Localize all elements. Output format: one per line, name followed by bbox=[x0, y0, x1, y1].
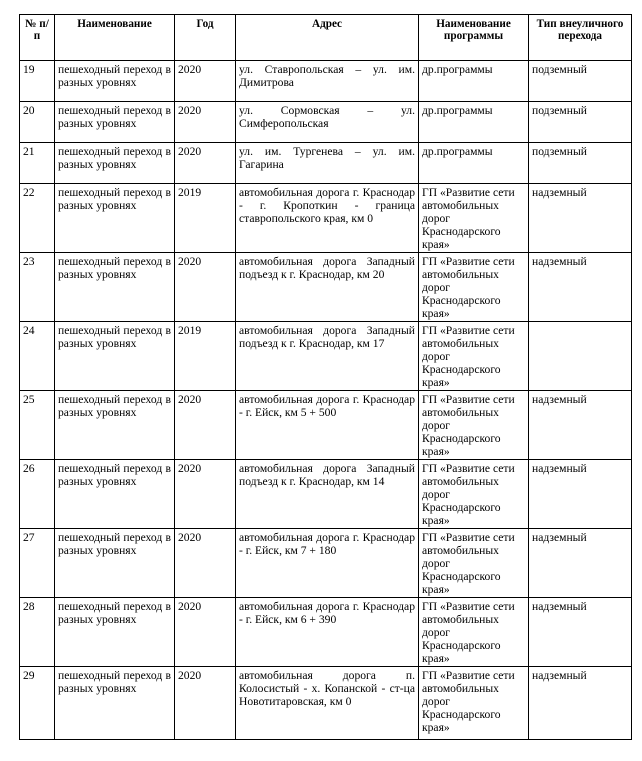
table-row bbox=[20, 184, 632, 253]
cell-name: пешеходный переход в разных уровнях bbox=[55, 322, 175, 391]
cell-address: автомобильная дорога п. Колосистый - х. Копанской - ст-ца Новотитаровская, км 0 bbox=[236, 667, 419, 740]
cell-num: 19 bbox=[20, 61, 55, 102]
cell-program: др.программы bbox=[419, 61, 529, 102]
cell-type: надземный bbox=[529, 391, 632, 460]
cell-type: надземный bbox=[529, 529, 632, 598]
cell-type: подземный bbox=[529, 61, 632, 102]
table-row bbox=[20, 460, 632, 529]
table-row bbox=[20, 322, 632, 391]
cell-name: пешеходный переход в разных уровнях bbox=[55, 460, 175, 529]
cell-name: пешеходный переход в разных уровнях bbox=[55, 529, 175, 598]
table-row bbox=[20, 391, 632, 460]
cell-program: ГП «Развитие сети автомобильных дорог Краснодарского края» bbox=[419, 184, 529, 253]
cell-program: ГП «Развитие сети автомобильных дорог Краснодарского края» bbox=[419, 529, 529, 598]
table-row bbox=[20, 143, 632, 184]
cell-year: 2020 bbox=[175, 102, 236, 143]
cell-program: ГП «Развитие сети автомобильных дорог Краснодарского края» bbox=[419, 667, 529, 740]
cell-program: др.программы bbox=[419, 102, 529, 143]
table-header-row bbox=[20, 15, 632, 61]
cell-num: 21 bbox=[20, 143, 55, 184]
cell-year: 2019 bbox=[175, 184, 236, 253]
cell-num: 22 bbox=[20, 184, 55, 253]
cell-name: пешеходный переход в разных уровнях bbox=[55, 391, 175, 460]
cell-type: подземный bbox=[529, 143, 632, 184]
cell-name: пешеходный переход в разных уровнях bbox=[55, 598, 175, 667]
cell-year: 2020 bbox=[175, 529, 236, 598]
cell-address: автомобильная дорога г. Краснодар - г. Ейск, км 7 + 180 bbox=[236, 529, 419, 598]
cell-num: 24 bbox=[20, 322, 55, 391]
cell-year: 2020 bbox=[175, 143, 236, 184]
cell-program: ГП «Развитие сети автомобильных дорог Краснодарского края» bbox=[419, 253, 529, 322]
cell-address: автомобильная дорога г. Краснодар - г. Ейск, км 5 + 500 bbox=[236, 391, 419, 460]
table-row bbox=[20, 667, 632, 740]
header-name: Наименование bbox=[55, 15, 175, 61]
cell-address: ул. Сормовская – ул. Симферопольская bbox=[236, 102, 419, 143]
header-year: Год bbox=[175, 15, 236, 61]
cell-type: надземный bbox=[529, 667, 632, 740]
header-type: Тип внеуличного перехода bbox=[529, 15, 632, 61]
crossings-table bbox=[19, 14, 632, 740]
cell-year: 2020 bbox=[175, 253, 236, 322]
table-row bbox=[20, 102, 632, 143]
cell-name: пешеходный переход в разных уровнях bbox=[55, 184, 175, 253]
cell-address: ул. Ставропольская – ул. им. Димитрова bbox=[236, 61, 419, 102]
cell-address: ул. им. Тургенева – ул. им. Гагарина bbox=[236, 143, 419, 184]
cell-name: пешеходный переход в разных уровнях bbox=[55, 102, 175, 143]
cell-address: автомобильная дорога г. Краснодар - г. Ейск, км 6 + 390 bbox=[236, 598, 419, 667]
cell-num: 25 bbox=[20, 391, 55, 460]
cell-year: 2019 bbox=[175, 322, 236, 391]
cell-type bbox=[529, 322, 632, 391]
cell-address: автомобильная дорога Западный подъезд к г. Краснодар, км 20 bbox=[236, 253, 419, 322]
cell-num: 28 bbox=[20, 598, 55, 667]
cell-type: надземный bbox=[529, 460, 632, 529]
cell-num: 23 bbox=[20, 253, 55, 322]
header-num: № п/п bbox=[20, 15, 55, 61]
cell-year: 2020 bbox=[175, 598, 236, 667]
table-row bbox=[20, 253, 632, 322]
cell-address: автомобильная дорога Западный подъезд к г. Краснодар, км 17 bbox=[236, 322, 419, 391]
cell-year: 2020 bbox=[175, 391, 236, 460]
header-program: Наименование программы bbox=[419, 15, 529, 61]
cell-program: др.программы bbox=[419, 143, 529, 184]
cell-address: автомобильная дорога Западный подъезд к г. Краснодар, км 14 bbox=[236, 460, 419, 529]
cell-year: 2020 bbox=[175, 61, 236, 102]
header-address: Адрес bbox=[236, 15, 419, 61]
table-row bbox=[20, 61, 632, 102]
cell-program: ГП «Развитие сети автомобильных дорог Краснодарского края» bbox=[419, 460, 529, 529]
cell-program: ГП «Развитие сети автомобильных дорог Краснодарского края» bbox=[419, 322, 529, 391]
cell-year: 2020 bbox=[175, 667, 236, 740]
cell-type: надземный bbox=[529, 253, 632, 322]
cell-program: ГП «Развитие сети автомобильных дорог Краснодарского края» bbox=[419, 391, 529, 460]
cell-name: пешеходный переход в разных уровнях bbox=[55, 253, 175, 322]
cell-num: 20 bbox=[20, 102, 55, 143]
table-row bbox=[20, 598, 632, 667]
cell-year: 2020 bbox=[175, 460, 236, 529]
cell-num: 27 bbox=[20, 529, 55, 598]
cell-program: ГП «Развитие сети автомобильных дорог Краснодарского края» bbox=[419, 598, 529, 667]
table-row bbox=[20, 529, 632, 598]
cell-name: пешеходный переход в разных уровнях bbox=[55, 143, 175, 184]
cell-address: автомобильная дорога г. Краснодар - г. Кропоткин - граница ставропольского края, км 0 bbox=[236, 184, 419, 253]
cell-num: 26 bbox=[20, 460, 55, 529]
cell-name: пешеходный переход в разных уровнях bbox=[55, 61, 175, 102]
cell-name: пешеходный переход в разных уровнях bbox=[55, 667, 175, 740]
cell-type: надземный bbox=[529, 598, 632, 667]
cell-type: надземный bbox=[529, 184, 632, 253]
cell-type: подземный bbox=[529, 102, 632, 143]
cell-num: 29 bbox=[20, 667, 55, 740]
